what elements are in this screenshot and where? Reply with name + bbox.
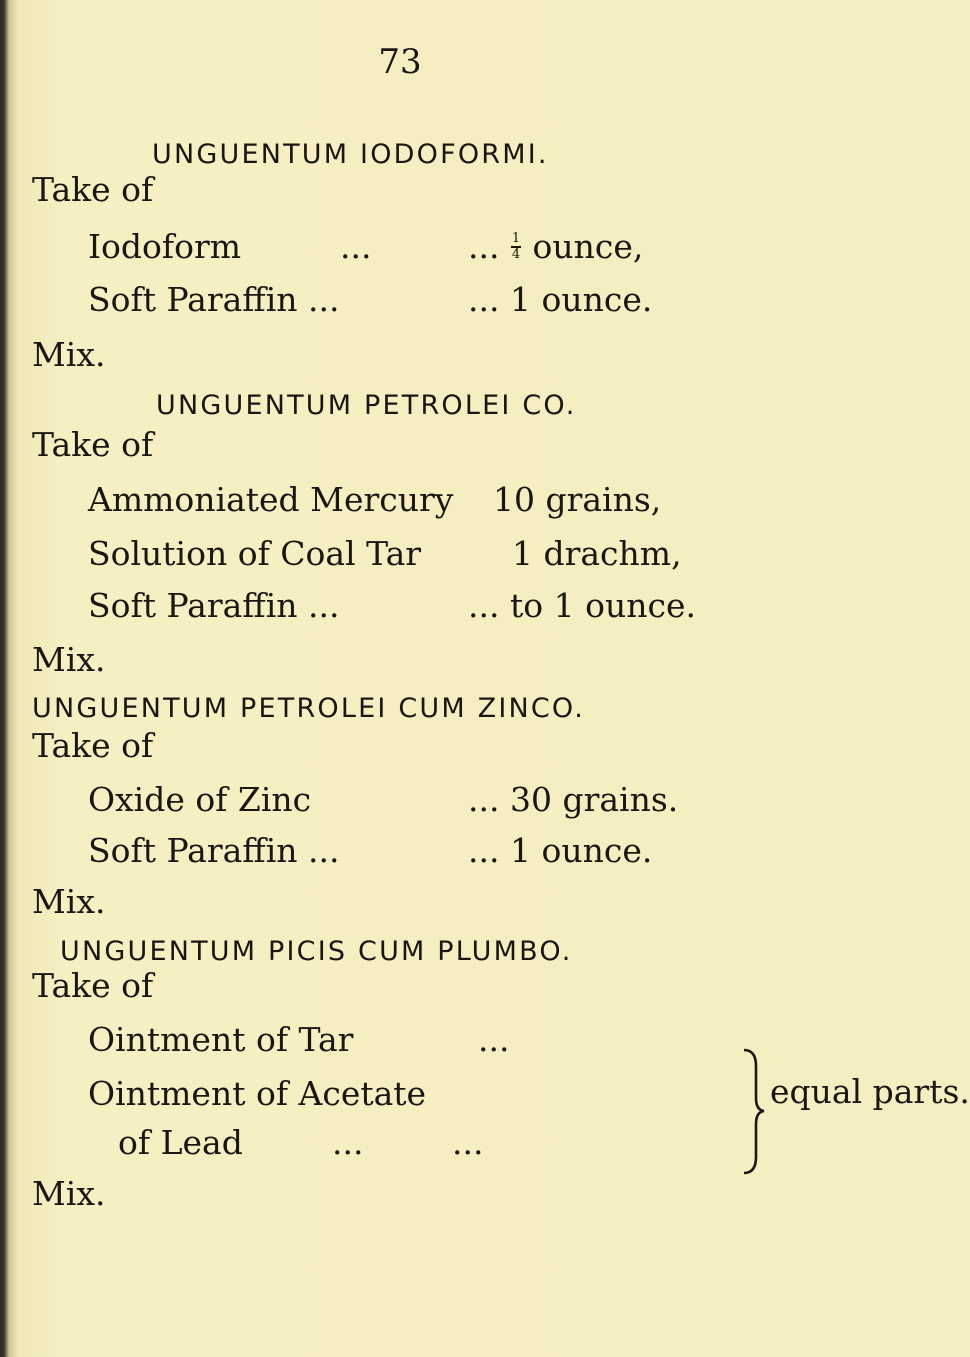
amount-value: 1 ounce.: [509, 280, 653, 319]
leader-dots: ...: [340, 227, 372, 266]
take-of-label: Take of: [32, 726, 154, 765]
leader-dots: ...: [468, 780, 500, 819]
ingredient-soft-paraffin: Soft Paraffin ...: [88, 831, 340, 870]
leader-dots: ...: [468, 280, 500, 319]
amount-value: 1 ounce.: [509, 831, 653, 870]
leader-dots: ...: [468, 586, 500, 625]
ingredient-ointment-of-tar: Ointment of Tar: [88, 1020, 354, 1059]
take-of-label: Take of: [32, 170, 154, 209]
leader-dots: ...: [478, 1020, 510, 1059]
ingredient-oxide-of-zinc: Oxide of Zinc: [88, 780, 312, 819]
take-of-label: Take of: [32, 966, 154, 1005]
fraction-numerator: 1: [511, 231, 521, 246]
ingredient-soft-paraffin: Soft Paraffin ...: [88, 586, 340, 625]
leader-dots: ...: [468, 831, 500, 870]
amount-value: 30 grains.: [509, 780, 679, 819]
recipe-heading-picis-cum-plumbo: UNGUENTUM PICIS CUM PLUMBO.: [60, 936, 573, 967]
leader-dots: ...: [452, 1123, 484, 1162]
amount-unit: ounce,: [532, 227, 644, 266]
page-number: 73: [378, 42, 422, 82]
recipe-heading-petrolei-co: UNGUENTUM PETROLEI CO.: [156, 390, 577, 421]
amount-soft-paraffin: [468, 831, 652, 871]
amount-oxide-of-zinc: [468, 780, 678, 820]
amount-ammoniated-mercury: 10 grains,: [493, 480, 662, 519]
leader-dots: ...: [468, 227, 500, 266]
amount-soft-paraffin: [468, 280, 652, 320]
ingredient-ammoniated-mercury: Ammoniated Mercury: [88, 480, 454, 519]
amount-coal-tar: 1 drachm,: [512, 534, 682, 573]
mix-label: Mix.: [32, 1174, 106, 1213]
ingredient-coal-tar: Solution of Coal Tar: [88, 534, 422, 573]
recipe-heading-petrolei-cum-zinco: UNGUENTUM PETROLEI CUM ZINCO.: [32, 693, 586, 724]
ingredient-iodoform: Iodoform: [88, 227, 242, 266]
right-brace-icon: [742, 1048, 766, 1175]
equal-parts-label: equal parts.: [770, 1072, 970, 1111]
mix-label: Mix.: [32, 882, 106, 921]
amount-value: to 1 ounce.: [509, 586, 696, 625]
amount-soft-paraffin: [468, 586, 696, 626]
recipe-heading-iodoformi: UNGUENTUM IODOFORMI.: [152, 139, 549, 170]
amount-iodoform: [468, 227, 643, 267]
mix-label: Mix.: [32, 335, 106, 374]
take-of-label: Take of: [32, 425, 154, 464]
quarter-fraction: [510, 232, 522, 262]
ingredient-of-lead: of Lead: [118, 1123, 243, 1162]
ingredient-soft-paraffin: Soft Paraffin ...: [88, 280, 340, 319]
leader-dots: ...: [332, 1123, 364, 1162]
fraction-denominator: 4: [511, 247, 521, 262]
mix-label: Mix.: [32, 640, 106, 679]
ingredient-ointment-of-acetate: Ointment of Acetate: [88, 1074, 427, 1113]
